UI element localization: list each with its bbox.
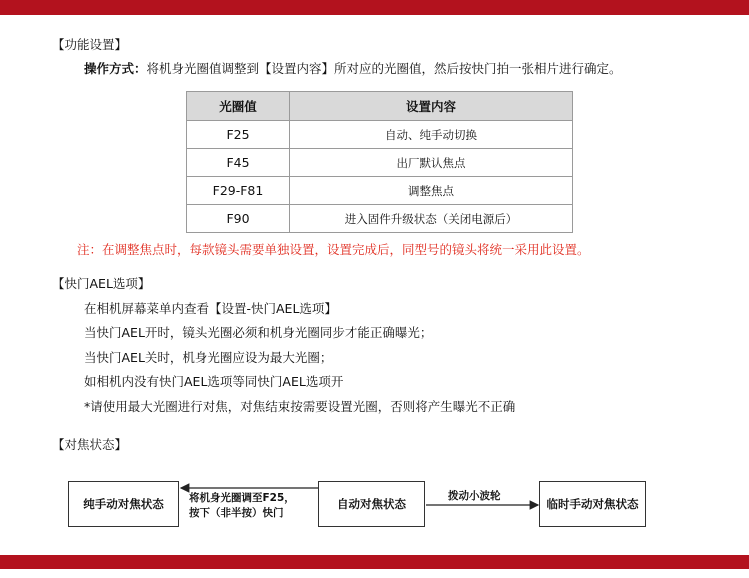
arrow2-label: 拨动小波轮 bbox=[448, 490, 501, 502]
focus-adjust-note: 注：在调整焦点时，每款镜头需要单独设置，设置完成后，同型号的镜头将统一采用此设置。 bbox=[77, 242, 590, 257]
operation-label: 操作方式： bbox=[84, 61, 147, 76]
auto-focus-state-box: 自动对焦状态 bbox=[318, 481, 425, 527]
setting-content: 出厂默认焦点 bbox=[290, 149, 573, 177]
aperture-value: F29-F81 bbox=[187, 177, 290, 205]
ael-instruction-line: 当快门AEL开时，镜头光圈必须和机身光圈同步才能正确曝光； bbox=[84, 325, 433, 340]
section-title-focus-state: 【对焦状态】 bbox=[52, 437, 128, 452]
ael-instruction-line: 当快门AEL关时，机身光圈应设为最大光圈； bbox=[84, 350, 333, 365]
setting-content: 调整焦点 bbox=[290, 177, 573, 205]
ael-instruction-line: *请使用最大光圈进行对焦，对焦结束按需要设置光圈，否则将产生曝光不正确 bbox=[84, 399, 516, 414]
temp-manual-focus-state-box: 临时手动对焦状态 bbox=[539, 481, 646, 527]
ael-instruction-line: 在相机屏幕菜单内查看【设置-快门AEL选项】 bbox=[84, 301, 337, 316]
section-title-function-settings: 【功能设置】 bbox=[52, 37, 128, 52]
manual-focus-state-box: 纯手动对焦状态 bbox=[68, 481, 179, 527]
column-header-setting: 设置内容 bbox=[290, 92, 573, 121]
aperture-value: F90 bbox=[187, 205, 290, 233]
ael-instruction-line: 如相机内没有快门AEL选项等同快门AEL选项开 bbox=[84, 374, 344, 389]
aperture-value: F25 bbox=[187, 121, 290, 149]
operation-text: 将机身光圈值调整到【设置内容】所对应的光圈值，然后按快门拍一张相片进行确定。 bbox=[146, 61, 622, 76]
aperture-value: F45 bbox=[187, 149, 290, 177]
arrow1-label-line1: 将机身光圈调至F25， bbox=[189, 492, 295, 504]
column-header-aperture: 光圈值 bbox=[187, 92, 290, 121]
setting-content: 进入固件升级状态（关闭电源后） bbox=[290, 205, 573, 233]
arrow1-label-line2: 按下（非半按）快门 bbox=[189, 507, 284, 519]
setting-content: 自动、纯手动切换 bbox=[290, 121, 573, 149]
bottom-banner-bar bbox=[0, 555, 749, 569]
section-title-shutter-ael: 【快门AEL选项】 bbox=[52, 276, 151, 291]
